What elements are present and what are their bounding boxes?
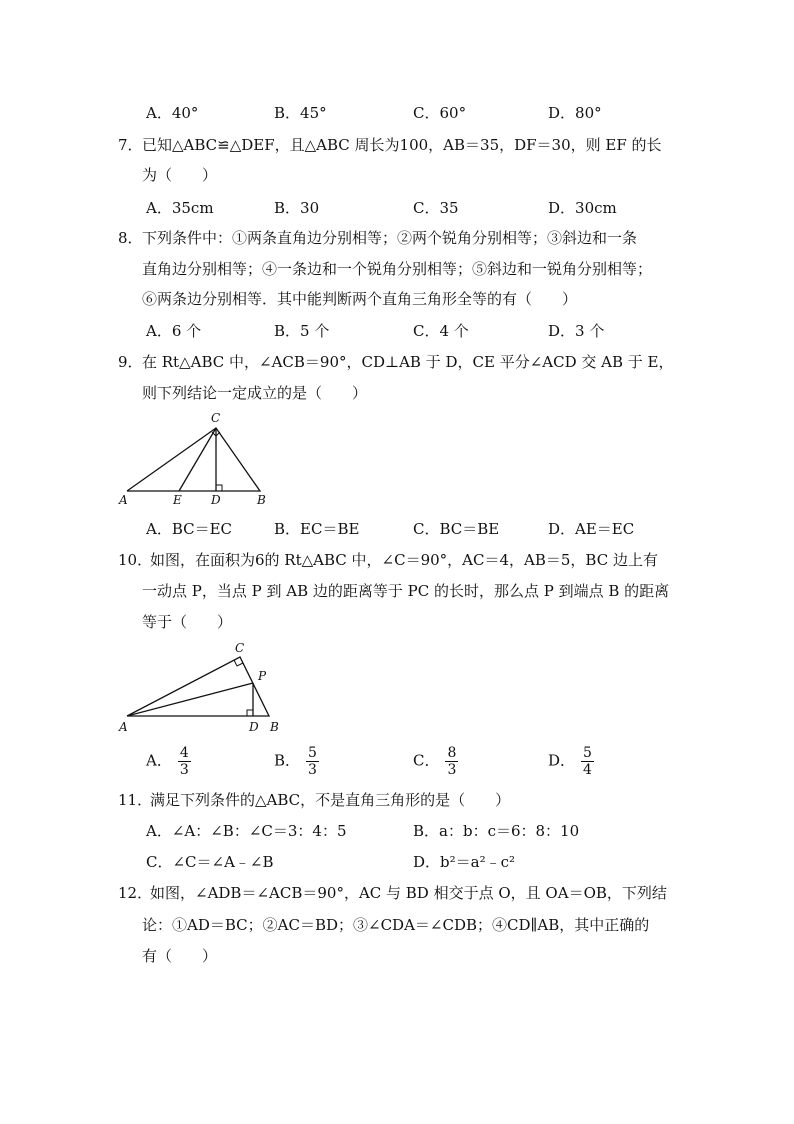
q10-stem-line1: 如图，在面积为6的 Rt△ABC 中，∠C＝90°，AC＝4，AB＝5，BC 边上有: [150, 551, 658, 569]
q7-option-c: C．35: [413, 199, 459, 217]
q10-segment-ap: [127, 683, 253, 716]
q10-label-d: D: [249, 720, 259, 734]
q10-option-d-denominator: 4: [583, 762, 592, 778]
q8-stem-line1: 下列条件中：①两条直角边分别相等；②两个锐角分别相等；③斜边和一条: [142, 229, 638, 247]
q6-option-a: A．40°: [146, 104, 199, 122]
q10-option-b-numerator: 5: [308, 745, 317, 761]
q11-stem-line1: 满足下列条件的△ABC，不是直角三角形的是（ ）: [150, 791, 511, 809]
q8-option-c: C．4 个: [413, 322, 469, 340]
q10-option-c-fraction: [445, 745, 458, 778]
q10-label-a: A: [119, 720, 128, 734]
q10-triangle-outline: [127, 657, 269, 716]
q7-stem-line2: 为（ ）: [142, 166, 218, 184]
q10-option-a-denominator: 3: [179, 762, 189, 778]
q9-option-a: A．BC＝EC: [146, 520, 233, 538]
q9-figure-triangle: [115, 408, 275, 510]
q10-option-c-denominator: 3: [447, 762, 457, 778]
q11-option-d: D．b²＝a²﹣c²: [413, 853, 516, 871]
q11-option-b: B．a：b：c＝6：8：10: [413, 822, 580, 840]
q9-label-d: D: [211, 493, 221, 507]
q10-option-d-letter: D．: [548, 751, 576, 770]
q8-stem-line2: 直角边分别相等；④一条边和一个锐角分别相等；⑤斜边和一锐角分别相等；: [142, 260, 653, 278]
q12-stem-line1: 如图，∠ADB＝∠ACB＝90°，AC 与 BD 相交于点 O，且 OA＝OB，下列结: [150, 884, 667, 902]
q8-option-a: A．6 个: [146, 322, 202, 340]
q10-stem-line3: 等于（ ）: [142, 613, 233, 631]
q9-number: 9．: [118, 353, 143, 371]
q7-option-b: B．30: [274, 199, 320, 217]
q9-option-d: D．AE＝EC: [548, 520, 635, 538]
q8-number: 8．: [118, 229, 143, 247]
q11-option-c: C．∠C＝∠A﹣∠B: [146, 853, 274, 871]
q10-option-b-fraction: [306, 745, 319, 778]
q10-option-d-numerator: 5: [583, 745, 592, 761]
q12-stem-line3: 有（ ）: [142, 947, 218, 965]
q12-number: 12．: [118, 884, 153, 902]
q9-stem-line1: 在 Rt△ABC 中，∠ACB＝90°，CD⊥AB 于 D，CE 平分∠ACD 交 AB 于 E，: [142, 353, 674, 371]
q10-option-c: [413, 745, 458, 778]
q11-number: 11．: [118, 791, 153, 809]
q7-option-a: A．35cm: [146, 199, 214, 217]
q9-label-a: A: [119, 493, 128, 507]
q9-segment-ce: [179, 428, 216, 491]
q12-stem-line2: 论：①AD＝BC；②AC＝BD；③∠CDA＝∠CDB；④CD∥AB，其中正确的: [142, 916, 650, 934]
q9-label-e: E: [173, 493, 182, 507]
q9-label-c: C: [211, 411, 221, 425]
q10-figure-triangle: [115, 638, 295, 740]
q11-option-a: A．∠A：∠B：∠C＝3：4：5: [146, 822, 347, 840]
q9-triangle-outline: [127, 428, 260, 491]
q10-option-d-fraction: [581, 745, 594, 778]
q10-number: 10．: [118, 551, 153, 569]
q10-option-b-letter: B．: [274, 751, 301, 770]
q10-label-b: B: [270, 720, 279, 734]
q10-option-a-numerator: 4: [179, 745, 189, 761]
q10-option-a-letter: A．: [146, 751, 172, 770]
q10-option-d: [548, 745, 594, 778]
q10-option-a-fraction: [178, 745, 191, 778]
q6-option-b: B．45°: [274, 104, 327, 122]
q8-option-b: B．5 个: [274, 322, 330, 340]
q9-right-angle-mark-d: [216, 485, 222, 491]
q9-option-b: B．EC＝BE: [274, 520, 360, 538]
q9-option-c: C．BC＝BE: [413, 520, 500, 538]
q10-option-c-letter: C．: [413, 751, 440, 770]
q10-label-p: P: [258, 669, 267, 683]
q10-option-b-denominator: 3: [308, 762, 317, 778]
q10-label-c: C: [235, 641, 245, 655]
q10-right-angle-mark-d: [247, 710, 253, 716]
q7-stem-line1: 已知△ABC≌△DEF，且△ABC 周长为100，AB＝35，DF＝30，则 EF 的长: [142, 136, 662, 154]
q10-stem-line2: 一动点 P，当点 P 到 AB 边的距离等于 PC 的长时，那么点 P 到端点 B 的距离: [142, 582, 670, 600]
q10-option-c-numerator: 8: [447, 745, 457, 761]
q8-stem-line3: ⑥两条边分别相等．其中能判断两个直角三角形全等的有（ ）: [142, 290, 578, 308]
q8-option-d: D．3 个: [548, 322, 605, 340]
q9-stem-line2: 则下列结论一定成立的是（ ）: [142, 384, 368, 402]
q7-option-d: D．30cm: [548, 199, 617, 217]
q10-option-b: [274, 745, 319, 778]
q10-option-a: [146, 745, 191, 778]
q9-label-b: B: [257, 493, 266, 507]
q6-option-c: C．60°: [413, 104, 467, 122]
q7-number: 7．: [118, 136, 143, 154]
q6-option-d: D．80°: [548, 104, 602, 122]
